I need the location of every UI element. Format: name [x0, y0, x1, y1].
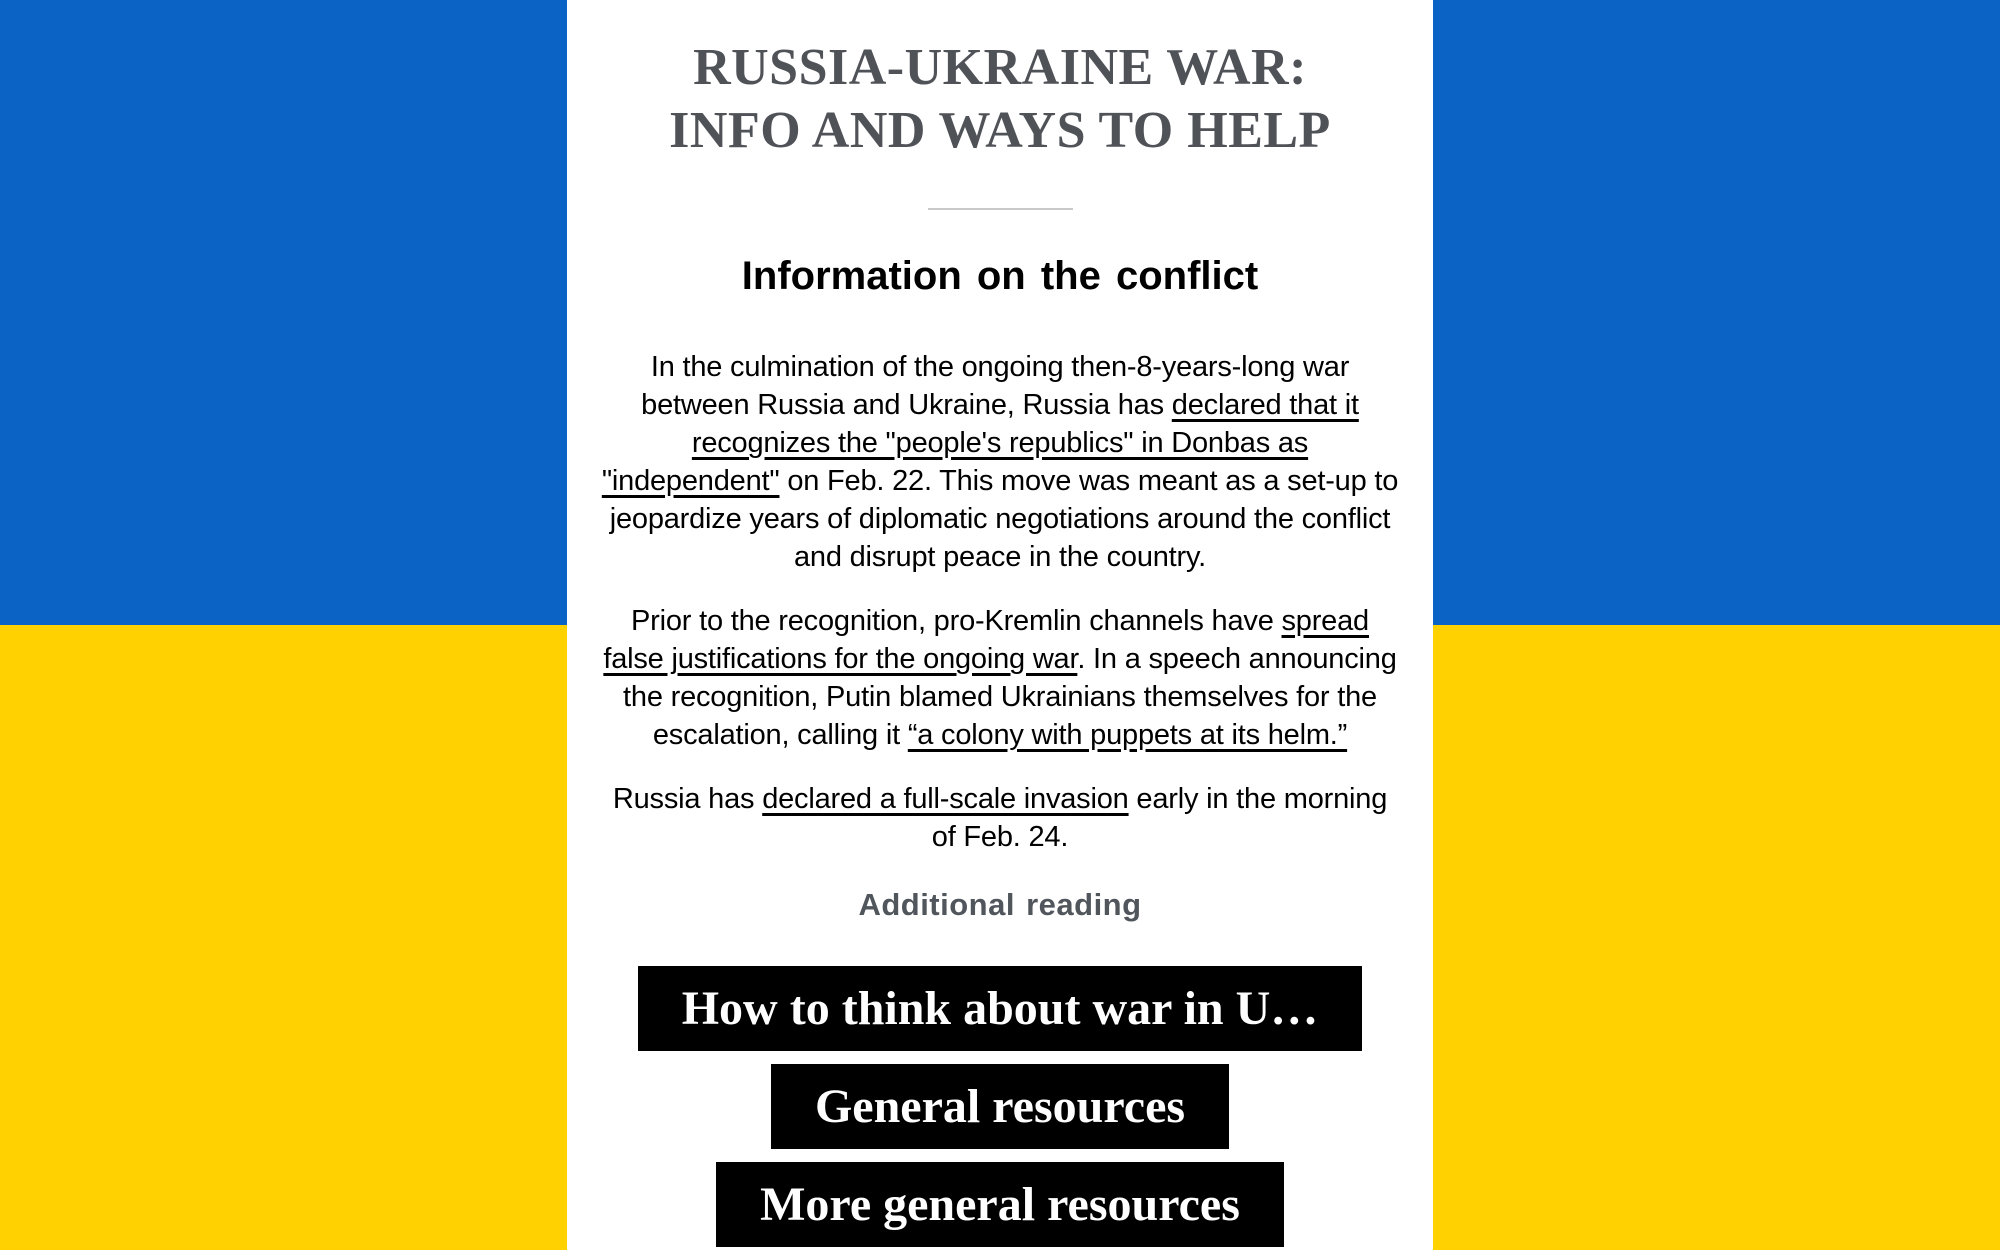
button-more-general-resources[interactable]: More general resources: [716, 1162, 1284, 1247]
inline-link[interactable]: spread false justifications for the ongoing war: [603, 605, 1369, 675]
section-heading: Information on the conflict: [741, 254, 1259, 298]
divider: [928, 208, 1073, 210]
button-how-to-think-about-war[interactable]: How to think about war in U…: [638, 966, 1363, 1051]
content-column: [567, 0, 1433, 1250]
button-general-resources[interactable]: General resources: [771, 1064, 1229, 1149]
page-title: RUSSIA-UKRAINE WAR: INFO AND WAYS TO HELP: [669, 39, 1331, 159]
inline-link[interactable]: “a colony with puppets at its helm.”: [907, 719, 1348, 751]
inline-link[interactable]: declared a full-scale invasion: [762, 783, 1129, 815]
reading-button-stack: [600, 966, 1400, 1247]
paragraph-kremlin-justifications: Prior to the recognition, pro-Kremlin channels have spread false justifications for the ongoing war. In a speech announcing the recognition, Putin blamed Ukrainians themselves for the escalation, calling it “a colony with puppets at its helm.”: [603, 605, 1397, 751]
inline-link[interactable]: declared that it recognizes the "people's republics" in Donbas as "independent": [601, 389, 1359, 497]
paragraph-conflict-declaration: In the culmination of the ongoing then-8-years-long war between Russia and Ukraine, Russia has declared that it recognizes the "people's republics" in Donbas as "independent" on Feb. 22. This move was meant as a set-up to jeopardize years of diplomatic negotiations around the conflict and disrupt peace in the country.: [601, 351, 1399, 573]
additional-reading-heading: Additional reading: [858, 887, 1142, 922]
paragraph-invasion: Russia has declared a full-scale invasion early in the morning of Feb. 24.: [612, 783, 1388, 853]
